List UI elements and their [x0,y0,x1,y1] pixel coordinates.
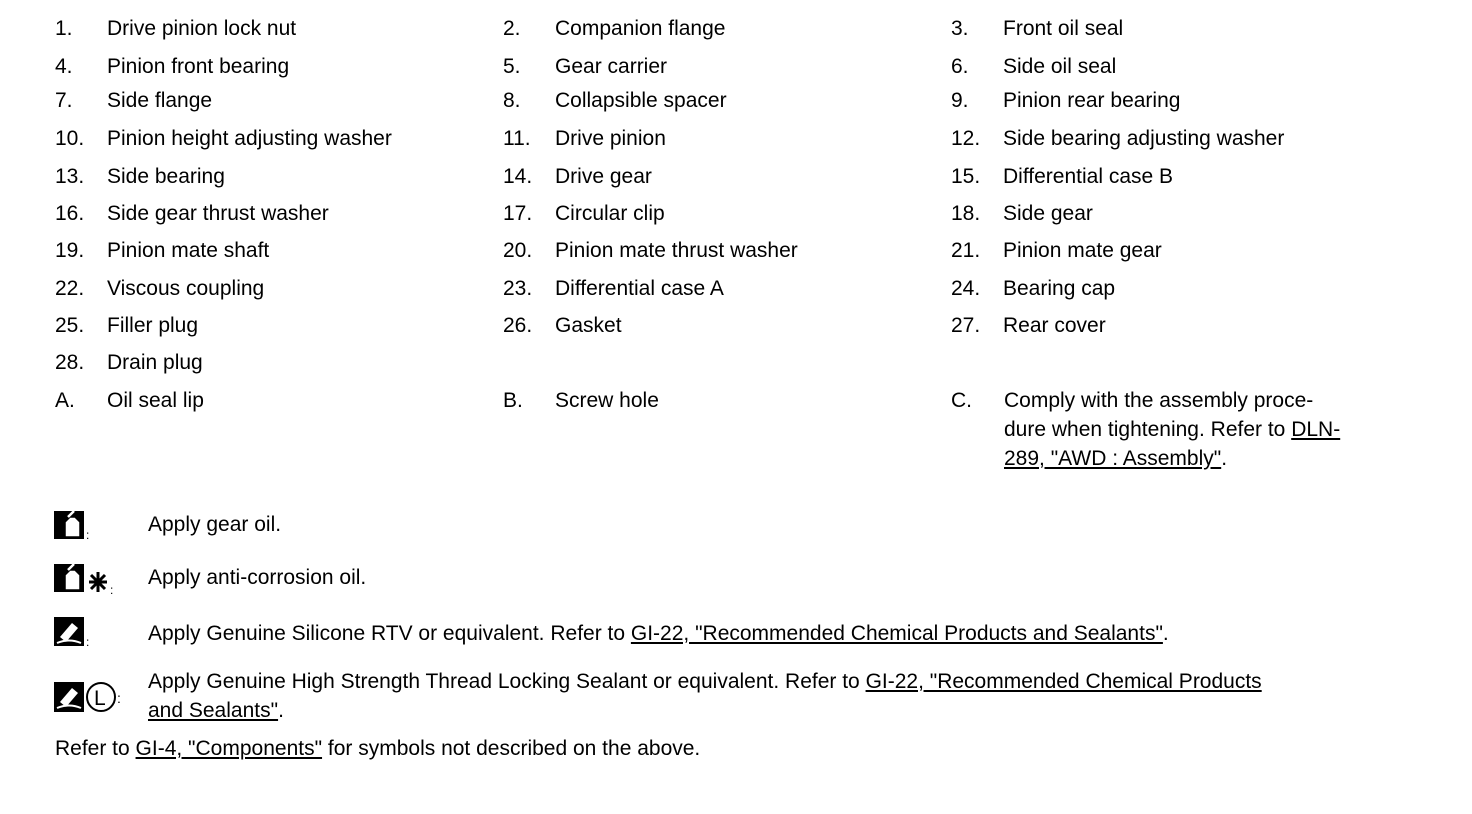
sealants-reference-link[interactable]: GI-22, "Recommended Chemical Products and Sealants" [630,622,1163,645]
item-number: 5. [503,55,521,78]
item-label: Front oil seal [1003,17,1124,40]
item-label: Bearing cap [1003,277,1116,300]
list-item [55,274,495,303]
item-c-line2: dure when tightening. Refer to [1004,418,1292,441]
item-label: Screw hole [555,389,659,412]
list-item-c: C. Comply with the assembly proce- dure when tightening. Refer to DLN- 289, "AWD : Assembly". [951,386,1451,476]
item-label: Gasket [555,314,622,337]
item-label: Side flange [107,89,213,112]
list-item [951,162,1391,191]
item-label: Differential case A [555,277,724,300]
item-number: B. [503,389,523,412]
assembly-reference-link-cont[interactable]: 289, "AWD : Assembly" [1004,447,1222,470]
list-item [503,162,943,191]
item-number: 28. [55,351,85,374]
assembly-reference-link[interactable]: DLN- [1291,418,1341,441]
list-item [55,14,495,43]
item-label: Collapsible spacer [555,89,727,112]
item-number: 18. [951,202,981,225]
item-label: Pinion mate gear [1003,239,1162,262]
list-item [55,86,495,115]
item-label: Differential case B [1003,165,1174,188]
sealants-reference-link-2-cont[interactable]: and Sealants" [148,699,279,722]
list-item [55,348,495,377]
gear-oil-text: Apply gear oil. [148,513,282,536]
item-number: 9. [951,89,969,112]
item-label: Pinion height adjusting washer [107,127,392,150]
item-number: 7. [55,89,73,112]
list-item [951,199,1391,228]
svg-text::: : [117,690,121,706]
item-number: 19. [55,239,85,262]
item-label: Pinion mate thrust washer [555,239,798,262]
svg-text:L: L [94,687,106,710]
item-number: 27. [951,314,981,337]
silicone-rtv-text: Apply Genuine Silicone RTV or equivalent. Refer to [148,622,631,645]
item-number: 17. [503,202,533,225]
list-item [503,14,943,43]
list-item [503,236,943,265]
item-label: Pinion mate shaft [107,239,270,262]
item-label: Side oil seal [1003,55,1117,78]
sealants-reference-link-2[interactable]: GI-22, "Recommended Chemical Products [865,670,1262,693]
item-number: A. [55,389,75,412]
item-label: Pinion rear bearing [1003,89,1181,112]
anti-corrosion-oil-text: Apply anti-corrosion oil. [148,566,367,589]
item-label: Circular clip [555,202,665,225]
footer-note: Refer to GI-4, "Components" for symbols not described on the above. [55,737,701,760]
list-item [55,162,495,191]
anti-corrosion-oil-icon [53,561,121,603]
list-item [55,386,495,415]
item-number: 22. [55,277,85,300]
item-number: 2. [503,17,521,40]
item-label: Drain plug [107,351,203,374]
list-item [55,236,495,265]
list-item [951,124,1391,153]
item-number: 25. [55,314,85,337]
item-number: 26. [503,314,533,337]
item-number: 1. [55,17,73,40]
list-item [951,274,1391,303]
item-number: 23. [503,277,533,300]
item-number: 24. [951,277,981,300]
list-item [503,124,943,153]
item-label: Gear carrier [555,55,668,78]
item-label: Drive pinion [555,127,666,150]
list-item [503,311,943,340]
item-label: Side gear [1003,202,1093,225]
gear-oil-can-icon [53,508,93,548]
item-label: Viscous coupling [107,277,265,300]
item-label: Filler plug [107,314,199,337]
list-item [503,274,943,303]
svg-text::: : [86,528,90,542]
svg-text::: : [86,635,90,649]
item-label: Oil seal lip [107,389,204,412]
list-item [55,124,495,153]
item-number: 20. [503,239,533,262]
list-item [503,86,943,115]
item-label: Companion flange [555,17,726,40]
list-item [951,311,1391,340]
thread-locking-text: Apply Genuine High Strength Thread Locking Sealant or equivalent. Refer to [148,670,866,693]
item-label: Side bearing adjusting washer [1003,127,1285,150]
silicone-rtv-icon [53,615,93,655]
item-number: 3. [951,17,969,40]
svg-text::: : [110,583,114,597]
item-c-line1: Comply with the assembly proce- [1004,389,1314,412]
list-item [503,386,943,415]
item-number: 6. [951,55,969,78]
item-number: 15. [951,165,981,188]
list-item [951,236,1391,265]
list-item [55,199,495,228]
item-number: 16. [55,202,85,225]
item-label: Drive pinion lock nut [107,17,297,40]
item-label: Side gear thrust washer [107,202,329,225]
list-item [503,199,943,228]
item-number: 13. [55,165,85,188]
item-label: Pinion front bearing [107,55,290,78]
list-item [951,86,1391,115]
list-item [55,311,495,340]
item-number: 11. [503,127,531,150]
list-item [503,52,943,81]
item-number: 12. [951,127,981,150]
item-label: Drive gear [555,165,652,188]
item-number: 8. [503,89,521,112]
item-number: 10. [55,127,85,150]
item-number: 21. [951,239,981,262]
list-item [951,52,1391,81]
item-number: 14. [503,165,533,188]
components-reference-link[interactable]: GI-4, "Components" [135,737,323,760]
item-number: C. [951,389,972,412]
thread-locking-sealant-icon [53,680,127,722]
list-item [55,52,495,81]
item-label: Rear cover [1003,314,1106,337]
item-number: 4. [55,55,73,78]
list-item [951,14,1391,43]
item-label: Side bearing [107,165,225,188]
